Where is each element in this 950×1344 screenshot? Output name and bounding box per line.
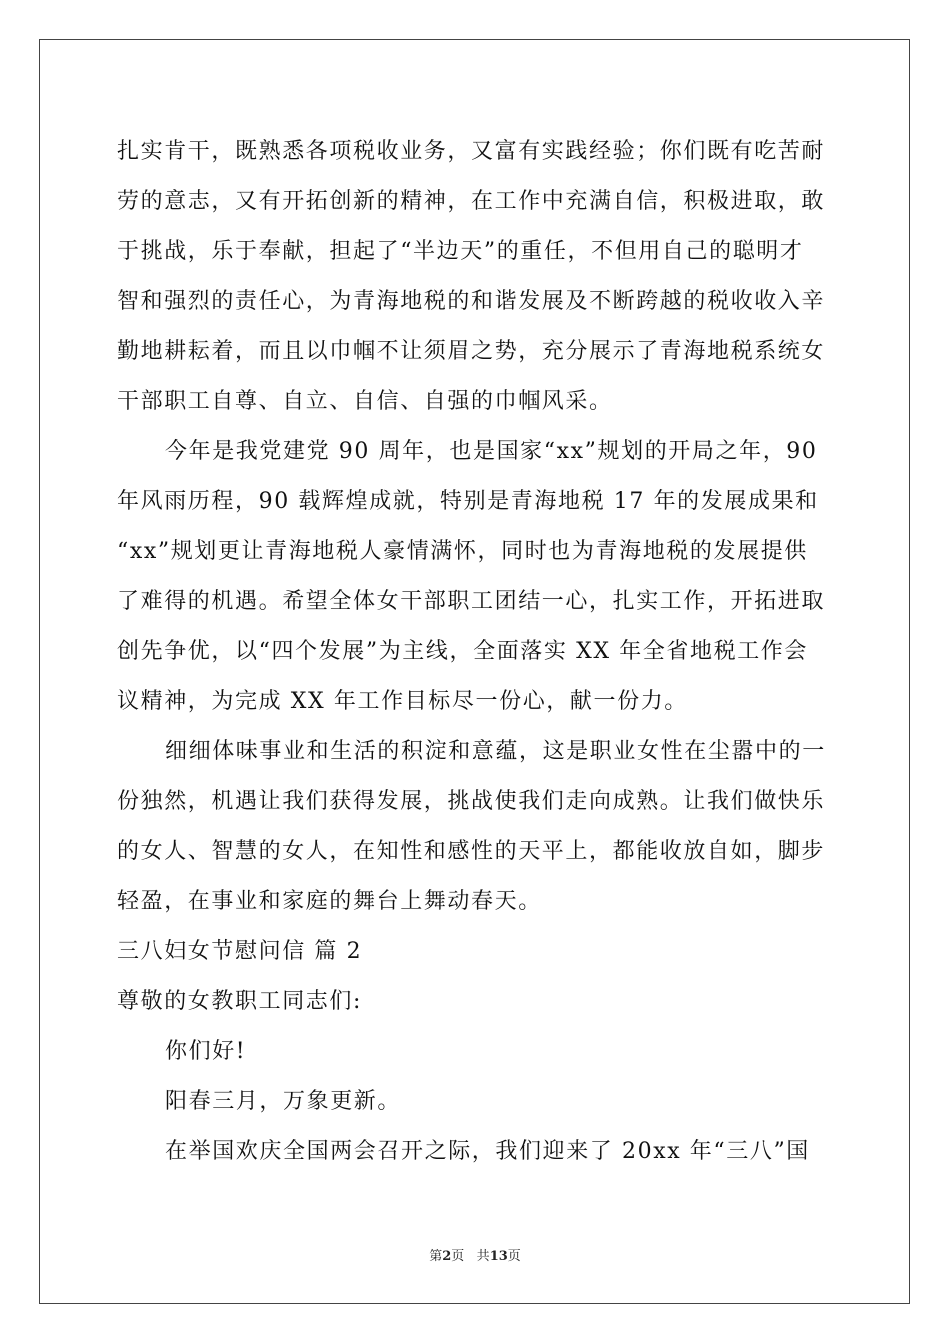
text-line: 细细体味事业和生活的积淀和意蕴，这是职业女性在尘嚣中的一 <box>165 739 826 764</box>
text-line: 轻盈，在事业和家庭的舞台上舞动春天。 <box>117 889 542 914</box>
text-line: 今年是我党建党 90 周年，也是国家“xx”规划的开局之年，90 <box>165 439 818 464</box>
text-line: 的女人、智慧的女人，在知性和感性的天平上，都能收放自如，脚步 <box>117 839 826 864</box>
text-line: 三八妇女节慰问信 篇 2 <box>117 939 363 964</box>
text-line: 在举国欢庆全国两会召开之际，我们迎来了 20xx 年“三八”国 <box>165 1139 810 1164</box>
text-line: 阳春三月，万象更新。 <box>165 1089 402 1114</box>
text-line: 你们好! <box>165 1039 247 1064</box>
text-line: 尊敬的女教职工同志们: <box>117 989 363 1014</box>
page-footer <box>0 1248 950 1266</box>
footer-current-page: 2 <box>442 1249 452 1264</box>
text-line: 于挑战，乐于奉献，担起了“半边天”的重任，不但用自己的聪明才 <box>117 239 804 264</box>
text-line: “xx”规划更让青海地税人豪情满怀，同时也为青海地税的发展提供 <box>117 539 808 564</box>
text-line: 勤地耕耘着，而且以巾帼不让须眉之势，充分展示了青海地税系统女 <box>117 339 826 364</box>
text-line: 智和强烈的责任心，为青海地税的和谐发展及不断跨越的税收收入辛 <box>117 289 826 314</box>
text-line: 干部职工自尊、自立、自信、自强的巾帼风采。 <box>117 389 613 414</box>
footer-total-unit: 页 <box>507 1249 521 1264</box>
document-body <box>117 127 835 1177</box>
text-line: 议精神，为完成 XX 年工作目标尽一份心，献一份力。 <box>117 689 688 714</box>
text-line: 创先争优，以“四个发展”为主线，全面落实 XX 年全省地税工作会 <box>117 639 809 664</box>
text-line: 份独然，机遇让我们获得发展，挑战使我们走向成熟。让我们做快乐 <box>117 789 826 814</box>
text-line: 劳的意志，又有开拓创新的精神，在工作中充满自信，积极进取，敢 <box>117 189 826 214</box>
footer-page-unit: 页 <box>451 1249 465 1264</box>
text-line: 年风雨历程，90 载辉煌成就，特别是青海地税 17 年的发展成果和 <box>117 489 819 514</box>
text-line: 扎实肯干，既熟悉各项税收业务，又富有实践经验；你们既有吃苦耐 <box>117 139 826 164</box>
text-line: 了难得的机遇。希望全体女干部职工团结一心，扎实工作，开拓进取 <box>117 589 826 614</box>
footer-total-prefix: 共 <box>476 1249 490 1264</box>
footer-total-pages: 13 <box>489 1249 508 1264</box>
footer-prefix: 第 <box>429 1249 443 1264</box>
